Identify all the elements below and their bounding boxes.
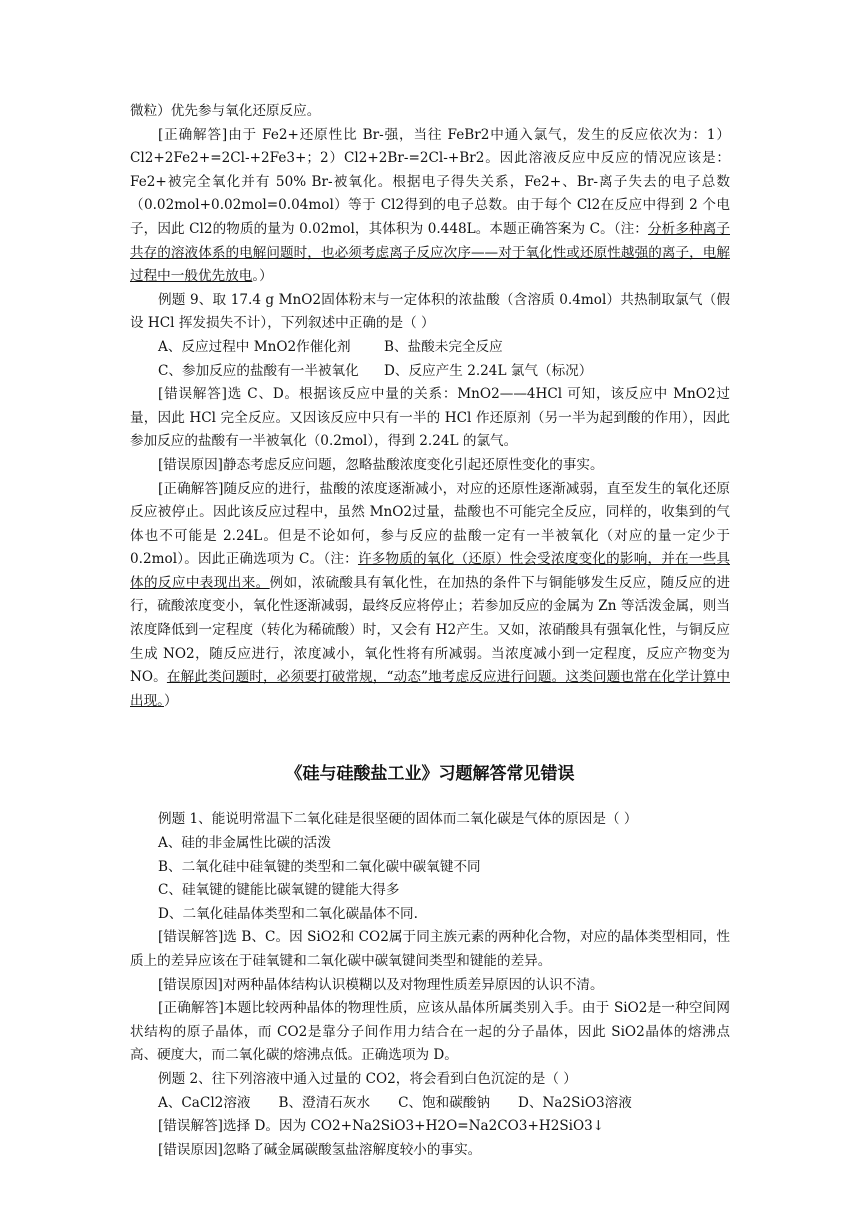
example9-question: 例题 9、取 17.4 g MnO2固体粉末与一定体积的浓盐酸（含溶质 0.4mol）共热制取氯气（假设 HCl 挥发损失不计），下列叙述中正确的是（ ） xyxy=(130,291,730,332)
example1-correct-answer: [正确解答]本题比较两种晶体的物理性质，应该从晶体所属类别入手。由于 SiO2是一种空间网状结构的原子晶体，而 CO2是靠分子间作用力结合在一起的分子晶体，因此 SiO2晶体的熔沸点高、硬度大，而二氧化碳的熔沸点低。正确选项为 D。 xyxy=(130,1000,730,1064)
option-c: C、参加反应的盐酸有一半被氧化 xyxy=(158,362,359,379)
example9-wrong-answer: [错误解答]选 C、D。根据该反应中量的关系：MnO2——4HCl 可知，该反应中 MnO2过量，因此 HCl 完全反应。又因该反应中只有一半的 HCl 作还原剂（另一半为起到酸的作用），因此参加反应的盐酸有一半被氧化（0.2mol），得到 2.24L 的氯气。 xyxy=(130,386,730,450)
option-b: B、澄清石灰水 xyxy=(278,1094,371,1111)
option-d: D、反应产生 2.24L 氯气（标况） xyxy=(384,362,593,379)
example9-options-cd xyxy=(130,360,730,384)
underlined-note: 分析多种离子共存的溶液体系的电解问题时，也必须考虑离子反应次序——对于氧化性或还原性越强的离子，电解过程中一般优先放电 xyxy=(130,220,730,285)
option-d: D、二氧化硅晶体类型和二氧化碳晶体不同. xyxy=(158,905,418,922)
option-a: A、反应过程中 MnO2作催化剂 xyxy=(158,338,351,355)
option-c: C、硅氧键的键能比碳氧键的键能大得多 xyxy=(158,882,400,899)
example9-options-ab xyxy=(130,336,730,360)
option-a: A、CaCl2溶液 xyxy=(158,1094,251,1111)
example2-wrong-reason: [错误原因]忽略了碱金属碳酸氢盐溶解度较小的事实。 xyxy=(158,1141,482,1158)
paragraph-intro: 微粒）优先参与氧化还原反应。 xyxy=(130,103,321,119)
example1-wrong-answer: [错误解答]选 B、C。因 SiO2和 CO2属于同主族元素的两种化合物，对应的晶体类型相同，性质上的差异应该在于硅氧键和二氧化碳中碳氧键间类型和键能的差异。 xyxy=(130,929,730,969)
option-b: B、盐酸未完全反应 xyxy=(384,338,503,355)
option-a: A、硅的非金属性比碳的活泼 xyxy=(158,835,331,852)
example9-correct-answer: [正确解答]随反应的进行，盐酸的浓度逐渐减小，对应的还原性逐渐减弱，直至发生的氧化还原反应被停止。因此该反应过程中，虽然 MnO2过量，盐酸也不可能完全反应，同样的，收集到的气体也不可能是 2.24L。但是不论如何，参与反应的盐酸一定有一半被氧化（对应的量一定少于 0.2mol）。因此正确选项为 C。（注：许多物质的氧化（还原）性会受浓度变化的影响，并在一些具体的反应中表现出来。例如，浓硫酸具有氧化性，在加热的条件下与铜能够发生反应，随反应的进行，硫酸浓度变小，氧化性逐渐减弱，最终反应将停止；若参加反应的金属为 Zn 等活泼金属，则当浓度降低到一定程度（转化为稀硫酸）时，又会有 H2产生。又如，浓硝酸具有强氧化性，与铜反应生成 NO2，随反应进行，浓度减小，氧化性将有所减弱。当浓度减小到一定程度，反应产物变为 NO。在解此类问题时，必须要打破常规，“动态”地考虑反应进行问题。这类问题也常在化学计算中出现。） xyxy=(130,480,731,709)
example1-wrong-reason: [错误原因]对两种晶体结构认识模糊以及对物理性质差异原因的认识不清。 xyxy=(158,976,604,993)
option-d: D、Na2SiO3溶液 xyxy=(518,1094,632,1111)
section-title: 《硅与硅酸盐工业》习题解答常见错误 xyxy=(285,764,575,785)
underlined-note: 在解此类问题时，必须要打破常规，“动态”地考虑反应进行问题。这类问题也常在化学计算中出现。 xyxy=(130,669,730,709)
example9-wrong-reason: [错误原因]静态考虑反应问题，忽略盐酸浓度变化引起还原性变化的事实。 xyxy=(158,456,604,473)
option-c: C、饱和碳酸钠 xyxy=(398,1094,491,1111)
example2-question: 例题 2、往下列溶液中通入过量的 CO2，将会看到白色沉淀的是（ ） xyxy=(158,1070,577,1087)
example2-options xyxy=(130,1092,730,1116)
example1-question: 例题 1、能说明常温下二氧化硅是很坚硬的固体而二氧化碳是气体的原因是（ ） xyxy=(158,811,638,828)
example2-wrong-answer: [错误解答]选择 D。因为 CO2+Na2SiO3+H2O=Na2CO3+H2SiO3↓ xyxy=(158,1118,605,1135)
paragraph-correct-answer-feBr2: [正确解答]由于 Fe2+还原性比 Br-强，当往 FeBr2中通入氯气，发生的反应依次为：1）Cl2+2Fe2+=2Cl-+2Fe3+；2）Cl2+2Br-=2Cl-+Br2。因此溶液反应中反应的情况应该是：Fe2+被完全氧化并有 50% Br-被氧化。根据电子得失关系，Fe2+、Br-离子失去的电子总数（0.02mol+0.02mol=0.04mol）等于 Cl2得到的电子总数。由于每个 Cl2在反应中得到 2 个电子，因此 Cl2的物质的量为 0.02mol，其体积为 0.448L。本题正确答案为 C。（注：分析多种离子共存的溶液体系的电解问题时，也必须考虑离子反应次序——对于氧化性或还原性越强的离子，电解过程中一般优先放电。） xyxy=(130,126,730,285)
underlined-note: 许多物质的氧化（还原）性会受浓度变化的影响，并在一些具体的反应中表现出来。 xyxy=(130,551,730,591)
option-b: B、二氧化硅中硅氧键的类型和二氧化碳中碳氧键不同 xyxy=(158,858,481,875)
document-page xyxy=(130,100,730,1162)
